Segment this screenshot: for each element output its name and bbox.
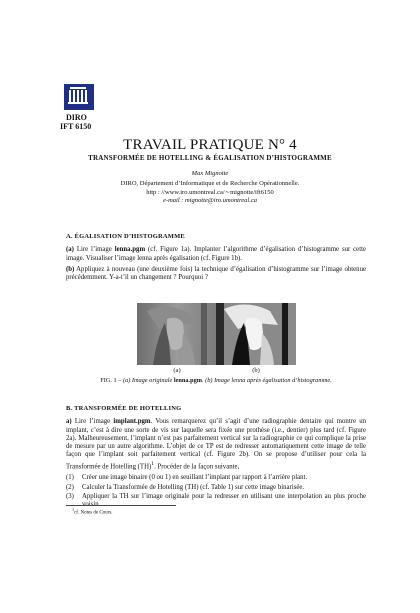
page-title: TRAVAIL PRATIQUE N° 4 [123, 137, 297, 153]
list-item-text: Appliquer la TH sur l’image originale pour la redresser en utilisant une interpolation au plus proche voisin. [82, 492, 366, 509]
question-b [66, 266, 366, 283]
list-item-number: (3) [66, 492, 74, 500]
figure-lenna-original [137, 303, 217, 375]
question-a [66, 246, 366, 263]
author-name: Max Mignotte [191, 170, 229, 177]
footnote-mark: 1 [72, 507, 75, 512]
diro-logo [64, 84, 94, 110]
figure-caption [66, 377, 366, 384]
footnote-rule [66, 505, 176, 506]
figure-lenna-equalized [216, 303, 296, 375]
page-subtitle: TRANSFORMÉE DE HOTELLING & ÉGALISATION D’HISTOGRAMME [88, 154, 332, 162]
list-item-number: (2) [66, 483, 74, 491]
paragraph-text-end: . Procéder de la façon suivante, [154, 463, 240, 471]
question-a-marker: (a) [66, 246, 74, 254]
caption-text-b: . (b) Image lenna après égalisation d’histogramme. [202, 377, 332, 384]
section-b-heading: B. TRANSFORMÉE DE HOTELLING [66, 405, 182, 412]
email-link[interactable]: e-mail : mignotte@iro.umontreal.ca [163, 197, 257, 204]
caption-filename: lenna.pgm [173, 377, 203, 384]
affiliation-line: DIRO, Département d’Informatique et de Recherche Opérationnelle. [120, 180, 300, 187]
question-a-text-cont: (cf. Figure 1a). Implanter l’algorithme d’égalisation d’histogramme sur cette image. Visualiser l’image lenna après égalisation (cf. Figure 1b). [66, 246, 366, 262]
footnote [72, 507, 113, 516]
course-code: IFT 6150 [60, 122, 92, 131]
department-label: DIRO [66, 113, 87, 122]
figure-label-b: (b) [252, 367, 260, 374]
list-item [66, 484, 366, 492]
paragraph-marker: a) [66, 418, 72, 426]
homepage-link[interactable]: http : //www.iro.umontreal.ca/∼mignotte/ift6150 [146, 188, 274, 196]
paragraph-text: Lire l’image [71, 418, 114, 426]
section-histogram-equalization [66, 233, 366, 285]
list-item [66, 474, 366, 482]
footnote-text: cf. Notes de Cours. [74, 510, 113, 516]
paragraph-text-cont: . Vous remarquerez qu’il s’agit d’une radiographie dentaire qui montre un implant, c’est à dire une sorte de vis sur laquelle sera fixée une prothèse (i.e., dentier) plus tard (cf. Figure 2a). Malheureusement, l’implant n’est pas parfaitement vertical sur la radiographie ce qui complique la prise de mesure par un autre algorithme. L’objet de ce TP est de redresser automatiquement cette image de telle façon que l’implant soit parfaitement vertical (cf. Figure 2b). On se propose d’utiliser pour cela la Transformée de Hotelling (TH) [66, 418, 366, 471]
list-item-text: Calculer la Transformée de Hotelling (TH) (cf. Table 1) sur cette image binarisée. [82, 483, 305, 491]
caption-text-a: (a) Image originale [122, 377, 174, 384]
caption-prefix: FIG. 1 – [100, 377, 123, 384]
filename-implant: implant.pgm [113, 418, 151, 426]
footnote-ref[interactable]: 1 [151, 460, 155, 467]
figure-label-a: (a) [173, 367, 181, 374]
filename-lenna: lenna.pgm [114, 246, 146, 254]
section-hotelling-transform [66, 405, 366, 511]
question-b-text: Appliquez à nouveau (une deuxième fois) la technique d’égalisation d’histogramme sur l’image obtenue précédemment. Y-a-t’il un changement ? Pourquoi ? [66, 265, 366, 282]
list-item-number: (1) [66, 474, 74, 482]
affiliation-block [0, 180, 420, 206]
section-a-heading: A. ÉGALISATION D’HISTOGRAMME [66, 233, 185, 240]
section-b-paragraph [66, 418, 366, 471]
question-b-marker: (b) [66, 265, 75, 273]
list-item-text: Créer une image binaire (0 ou 1) en seuillant l’implant par rapport à l’arrière plant. [82, 474, 308, 482]
question-a-text: Lire l’image [73, 246, 115, 254]
